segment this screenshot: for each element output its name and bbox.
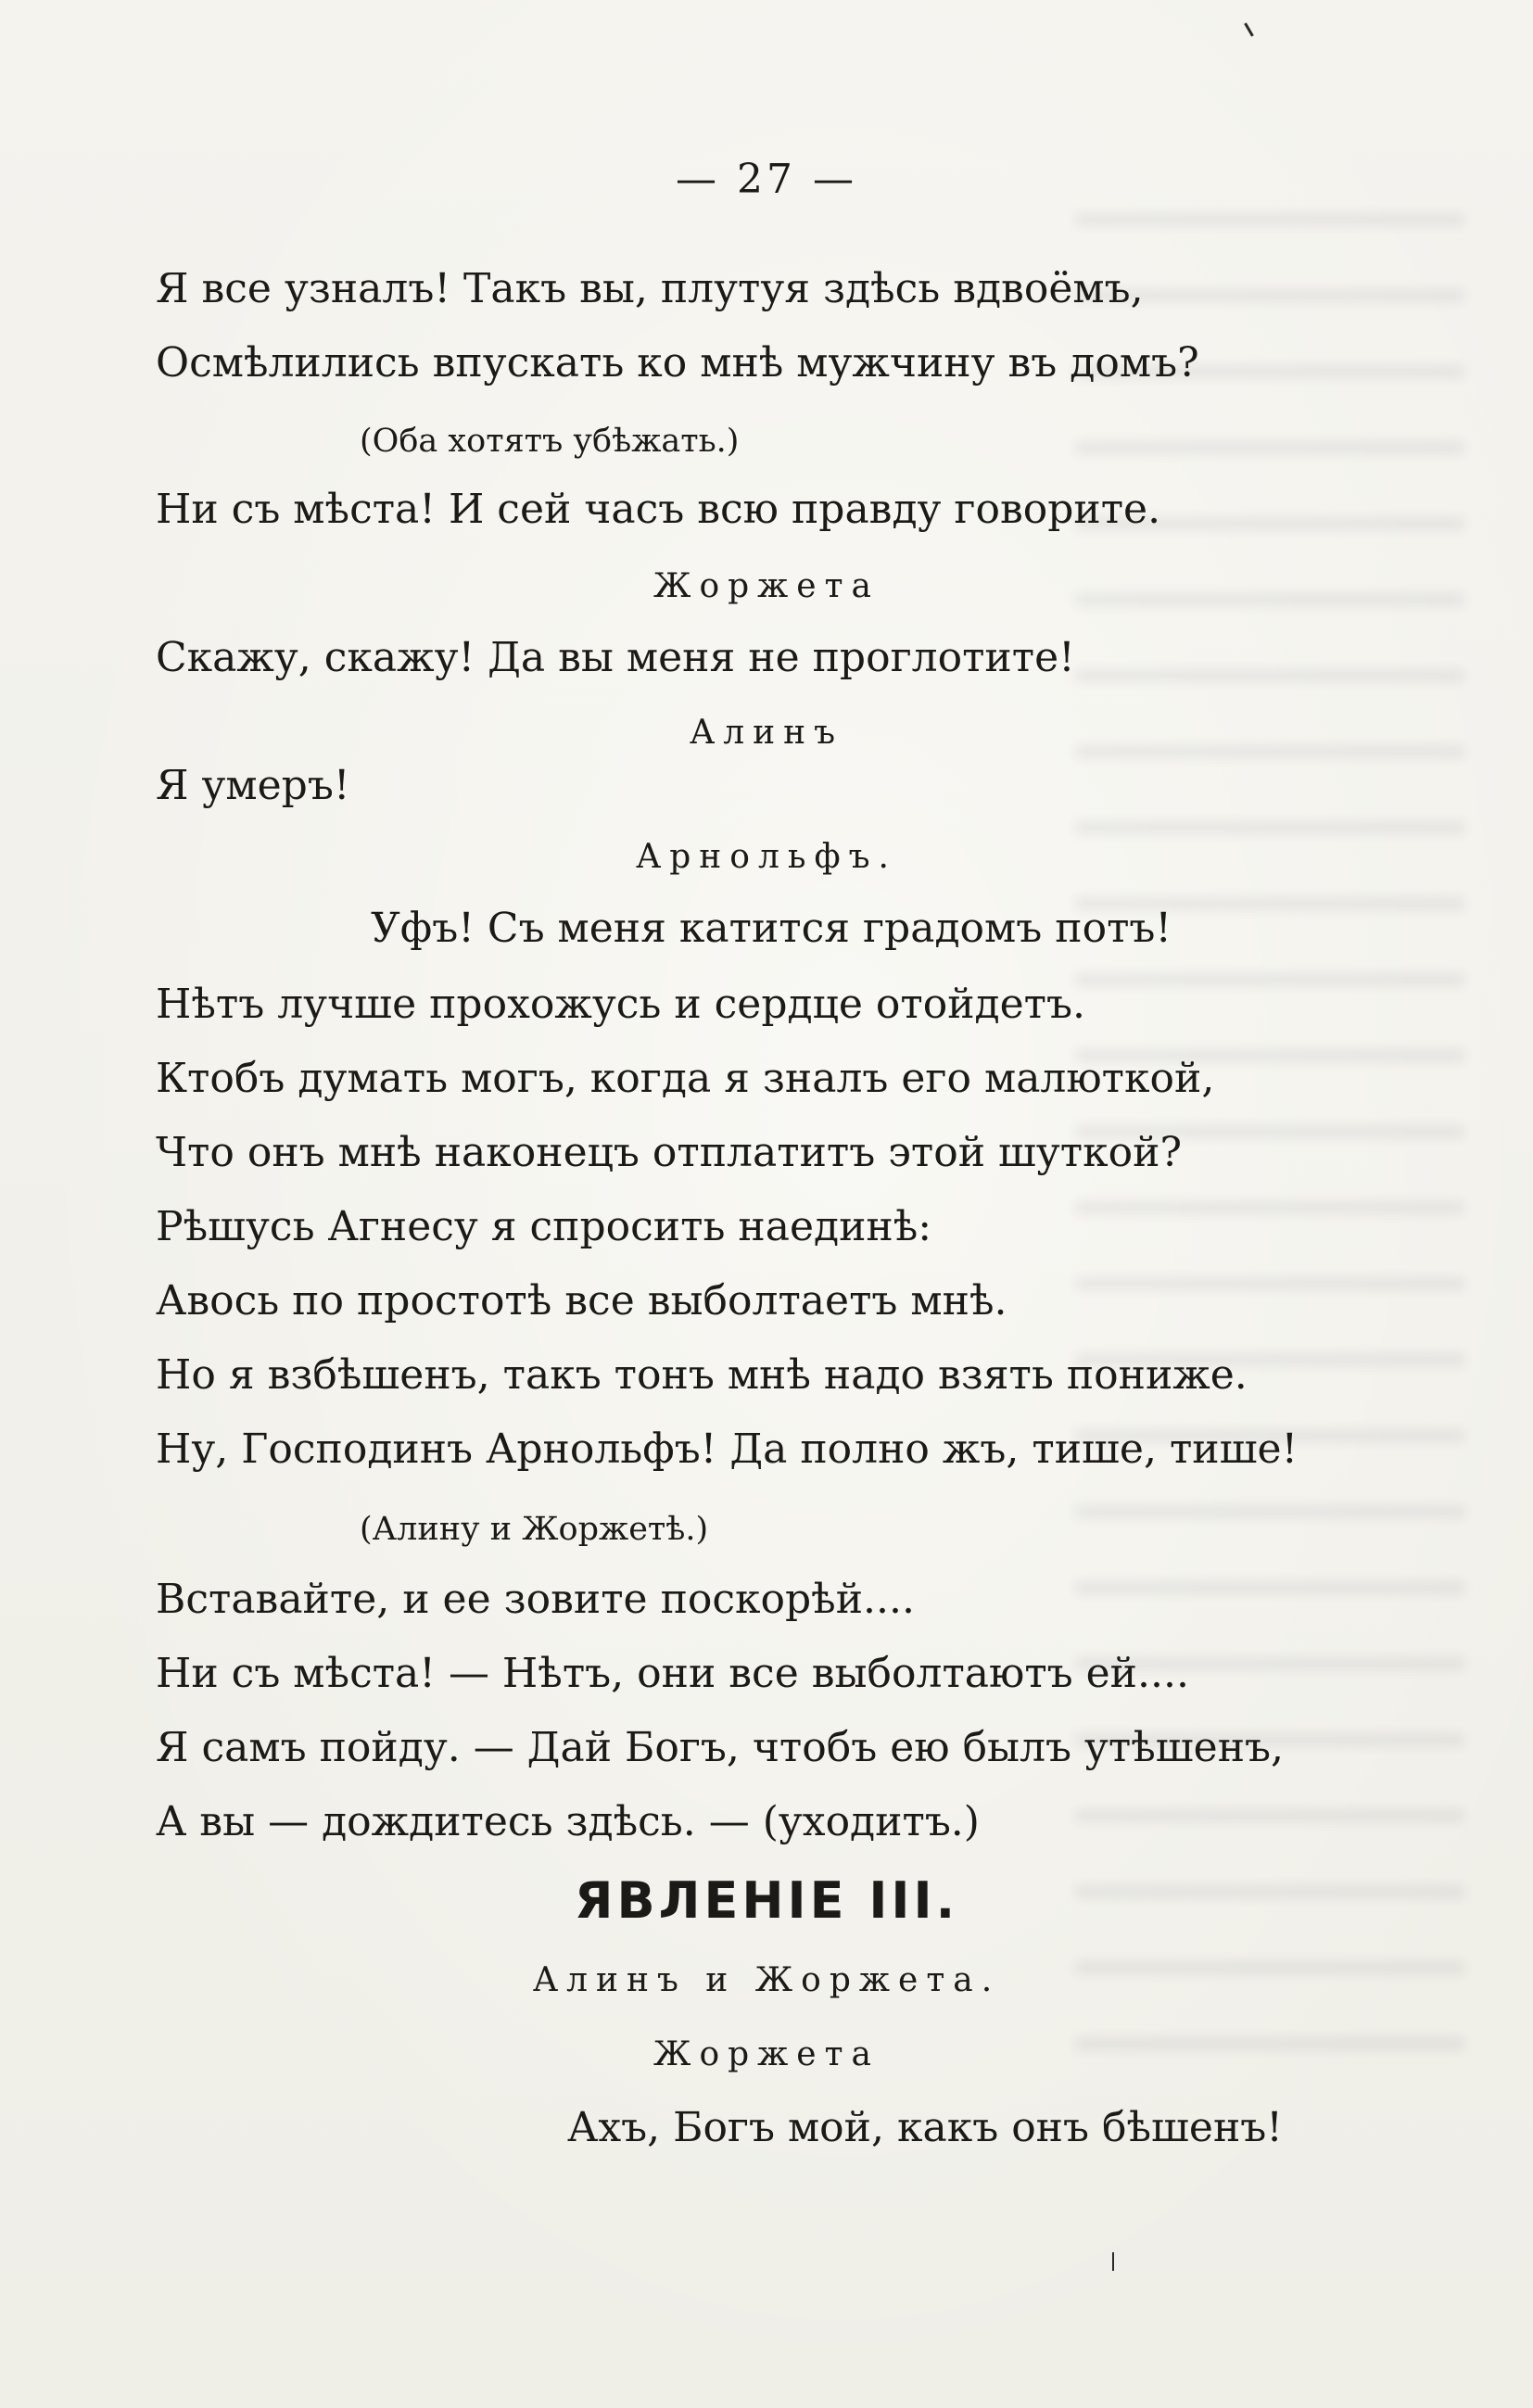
speaker-name: Алинъ: [689, 714, 844, 752]
scan-speck: [1112, 2252, 1114, 2271]
scene-heading: ЯВЛЕНІЕ III.: [574, 1871, 959, 1930]
page-number: — 27 —: [676, 156, 857, 203]
verse-line: Осмѣлились впускать ко мнѣ мужчину въ домъ?: [156, 339, 1199, 387]
verse-line: Скажу, скажу! Да вы меня не проглотите!: [156, 634, 1075, 681]
verse-line: Но я взбѣшенъ, такъ тонъ мнѣ надо взять пониже.: [156, 1351, 1248, 1399]
verse-line: Я все узналъ! Такъ вы, плутуя здѣсь вдвоёмъ,: [156, 265, 1144, 312]
verse-line: Ктобъ думать могъ, когда я зналъ его малюткой,: [156, 1055, 1215, 1102]
verse-line: Что онъ мнѣ наконецъ отплатитъ этой шуткой?: [156, 1129, 1183, 1176]
verse-line: Нѣтъ лучше прохожусь и сердце отойдетъ.: [156, 981, 1085, 1028]
verse-line: А вы — дождитесь здѣсь. — (уходитъ.): [156, 1798, 980, 1845]
verse-line: Вставайте, и ее зовите поскорѣй....: [156, 1576, 915, 1623]
speaker-name: Арнольфъ.: [636, 838, 897, 876]
verse-line: Ни съ мѣста! — Нѣтъ, они все выболтаютъ ей....: [156, 1650, 1189, 1697]
verse-line: Авось по простотѣ все выболтаетъ мнѣ.: [156, 1277, 1007, 1324]
stage-direction: (Алину и Жоржетѣ.): [360, 1511, 709, 1548]
verse-line: Уфъ! Съ меня катится градомъ потъ!: [371, 905, 1172, 952]
speaker-name: Жоржета: [653, 2035, 880, 2073]
verse-line: Ну, Господинъ Арнольфъ! Да полно жъ, тише, тише!: [156, 1426, 1299, 1473]
scan-speck: [1244, 22, 1254, 36]
verse-line: Я умеръ!: [156, 762, 350, 809]
verse-line: Ахъ, Богъ мой, какъ онъ бѣшенъ!: [567, 2104, 1283, 2151]
verse-line: Рѣшусь Агнесу я спросить наединѣ:: [156, 1203, 932, 1250]
stage-direction: (Оба хотятъ убѣжать.): [360, 423, 740, 460]
verse-line: Я самъ пойду. — Дай Богъ, чтобъ ею былъ утѣшенъ,: [156, 1724, 1285, 1771]
verse-line: Ни съ мѣста! И сей часъ всю правду говорите.: [156, 486, 1161, 533]
speaker-name: Жоржета: [653, 567, 880, 605]
scene-characters: Алинъ и Жоржета.: [532, 1961, 1001, 1999]
